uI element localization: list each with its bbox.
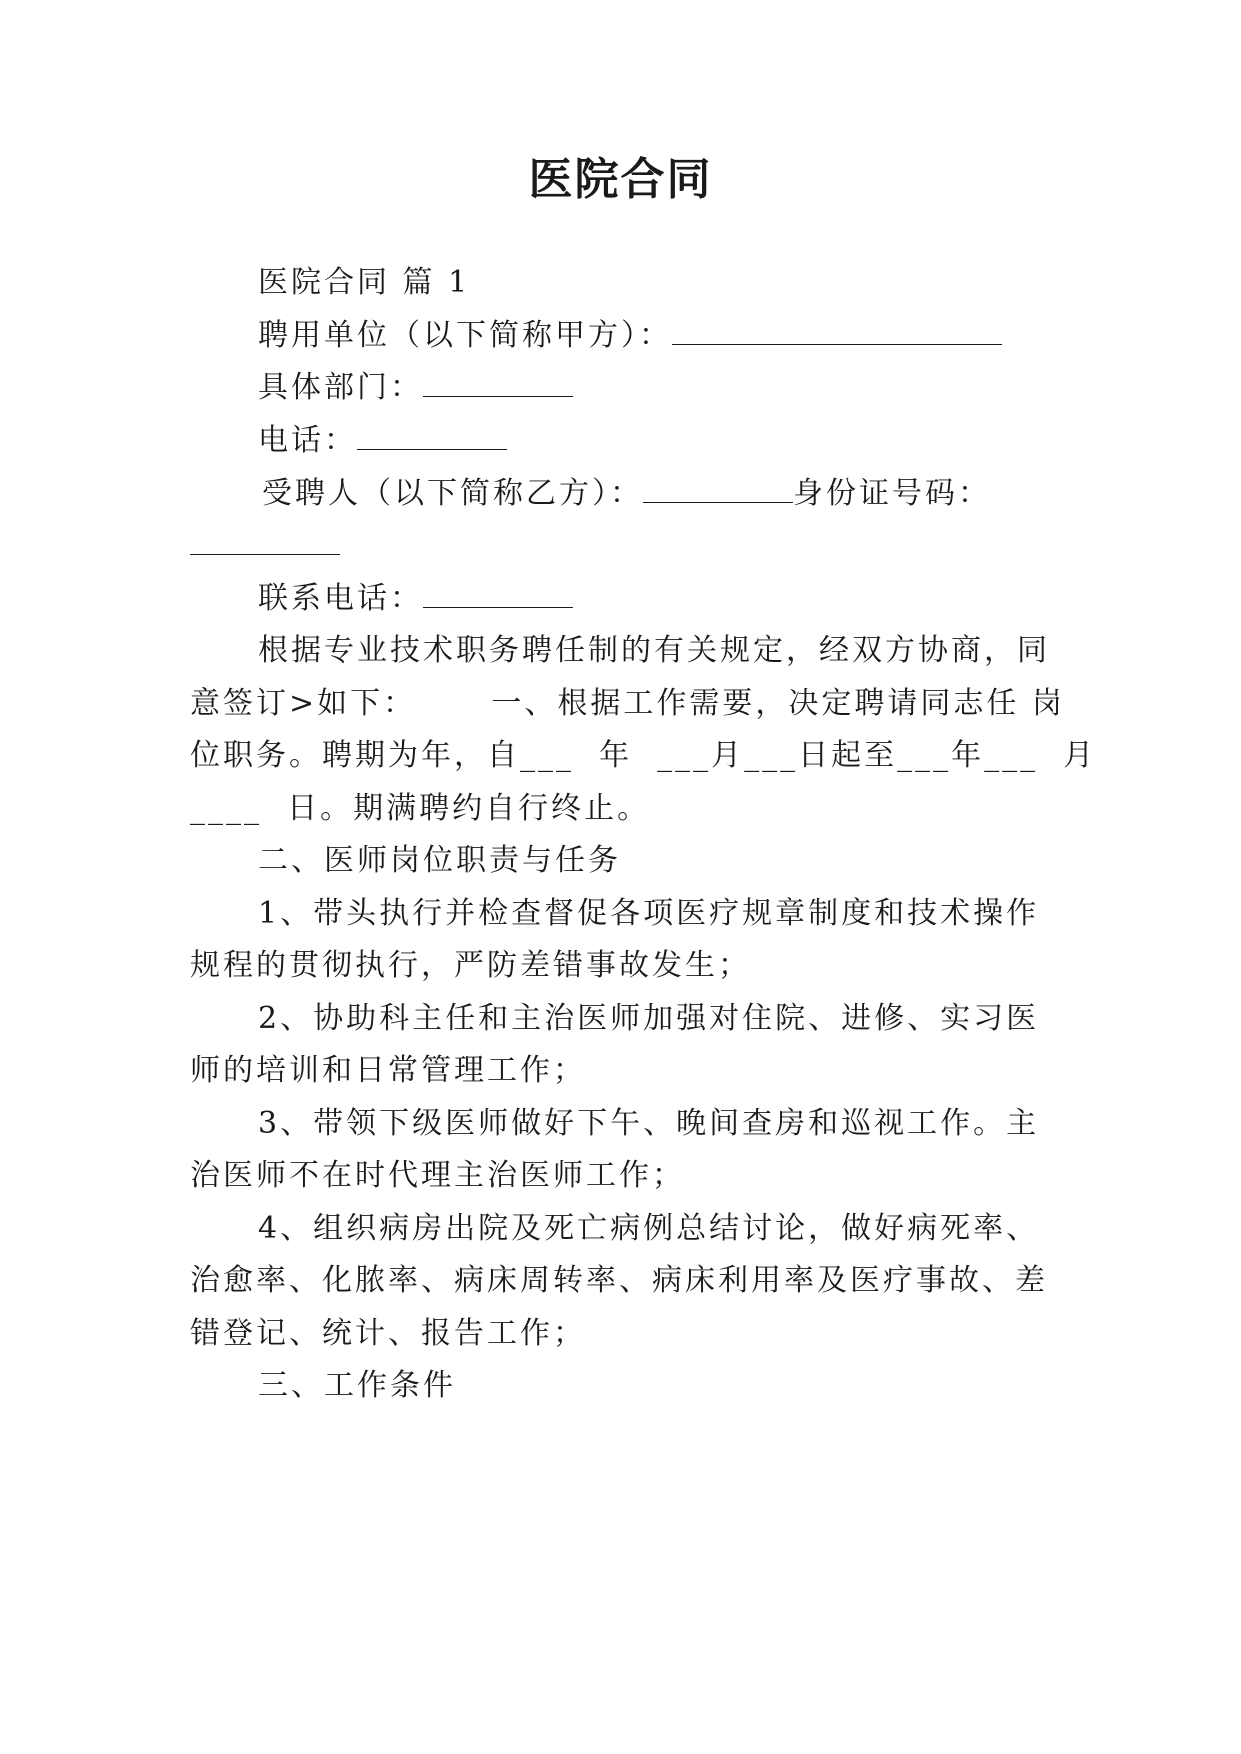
item-1-line-2: 规程的贯彻执行，严防差错事故发生； [190, 948, 751, 983]
item-3-line-1: 3、带领下级医师做好下午、晚间查房和巡视工作。主 [258, 1106, 1040, 1141]
intro-line-4: ____ 日。期满聘约自行终止。 [190, 791, 651, 826]
document-title: 医院合同 [528, 154, 713, 205]
contact-phone-blank [423, 579, 573, 608]
id-blank-line [190, 526, 340, 566]
intro-line-3: 位职务。聘期为年，自___ 年 ___月___日起至___年___ 月 [190, 738, 1097, 773]
section-3-title: 三、工作条件 [258, 1368, 456, 1403]
section-2-title: 二、医师岗位职责与任务 [258, 843, 621, 878]
employer-blank [672, 316, 1002, 345]
intro-line-2: 意签订>如下： 一、根据工作需要，决定聘请同志任 岗 [190, 686, 1065, 721]
employee-line [262, 474, 991, 514]
department-line [258, 368, 573, 408]
phone-line [258, 421, 507, 461]
employer-line [258, 316, 1002, 356]
department-label: 具体部门： [258, 370, 423, 405]
item-3-line-2: 治医师不在时代理主治医师工作； [190, 1158, 685, 1193]
item-2-line-2: 师的培训和日常管理工作； [190, 1053, 586, 1088]
item-4-line-3: 错登记、统计、报告工作； [190, 1316, 586, 1351]
item-4-line-1: 4、组织病房出院及死亡病例总结讨论，做好病死率、 [258, 1211, 1040, 1246]
intro-line-1: 根据专业技术职务聘任制的有关规定，经双方协商，同 [258, 633, 1050, 668]
id-blank [190, 526, 340, 555]
item-4-line-2: 治愈率、化脓率、病床周转率、病床利用率及医疗事故、差 [190, 1263, 1048, 1298]
phone-blank [357, 421, 507, 450]
employee-label: 受聘人（以下简称乙方）： [262, 476, 643, 511]
phone-label: 电话： [258, 423, 357, 458]
employee-blank [643, 474, 793, 503]
contact-phone-label: 联系电话： [258, 581, 423, 616]
item-2-line-1: 2、协助科主任和主治医师加强对住院、进修、实习医 [258, 1001, 1040, 1036]
contact-phone-line [258, 579, 573, 619]
item-1-line-1: 1、带头执行并检查督促各项医疗规章制度和技术操作 [258, 896, 1040, 931]
section-heading: 医院合同 篇 1 [258, 265, 471, 300]
department-blank [423, 368, 573, 397]
employer-label: 聘用单位（以下简称甲方）： [258, 318, 672, 353]
id-label: 身份证号码： [793, 476, 991, 511]
